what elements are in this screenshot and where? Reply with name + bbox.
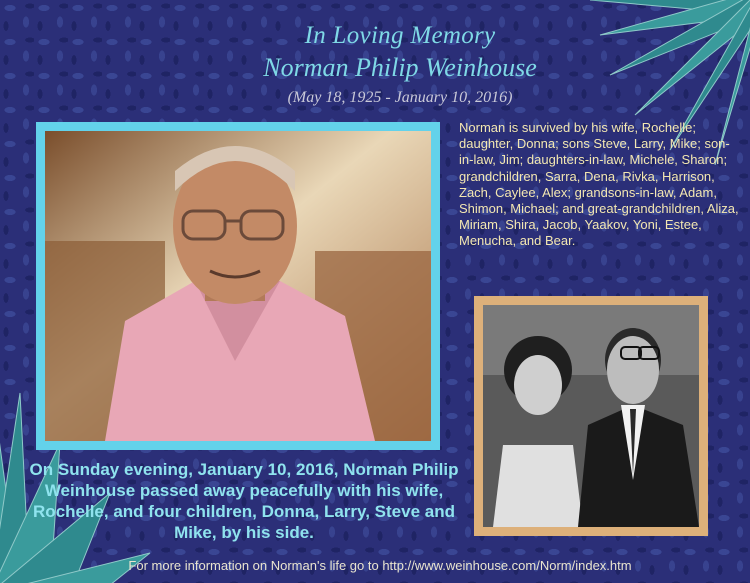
couple-photo [483, 305, 699, 527]
passing-announcement: On Sunday evening, January 10, 2016, Norman Philip Weinhouse passed away peacefully with his wife, Rochelle, and four children, Donna, Larry, Steve and Mike, by his side. [29, 460, 459, 542]
portrait-photo [45, 131, 431, 441]
portrait-photo-frame [36, 122, 440, 450]
life-dates: (May 18, 1925 - January 10, 2016) [287, 89, 513, 106]
couple-photo-frame [474, 296, 708, 536]
survived-by-text: Norman is survived by his wife, Rochelle; daughter, Donna; sons Steve, Larry, Mike; son-in-law, Jim; daughters-in-law, Michele, Sharon; grandchildren, Sarra, Dena, Rivka, Harrison, Zach, Caylee, Alex; grandsons-in-law, Adam, Shimon, Michael; and great-grandchildren, Aliza, Miriam, Shira, Jacob, Yaakov, Yoni, Estee, Menucha, and Bear. [459, 120, 739, 249]
title-name: Norman Philip Weinhouse [263, 53, 537, 82]
more-info-link-text: For more information on Norman's life go to http://www.weinhouse.com/Norm/index.htm [128, 558, 632, 573]
title-block [0, 20, 750, 110]
title-in-loving-memory: In Loving Memory [304, 22, 496, 49]
